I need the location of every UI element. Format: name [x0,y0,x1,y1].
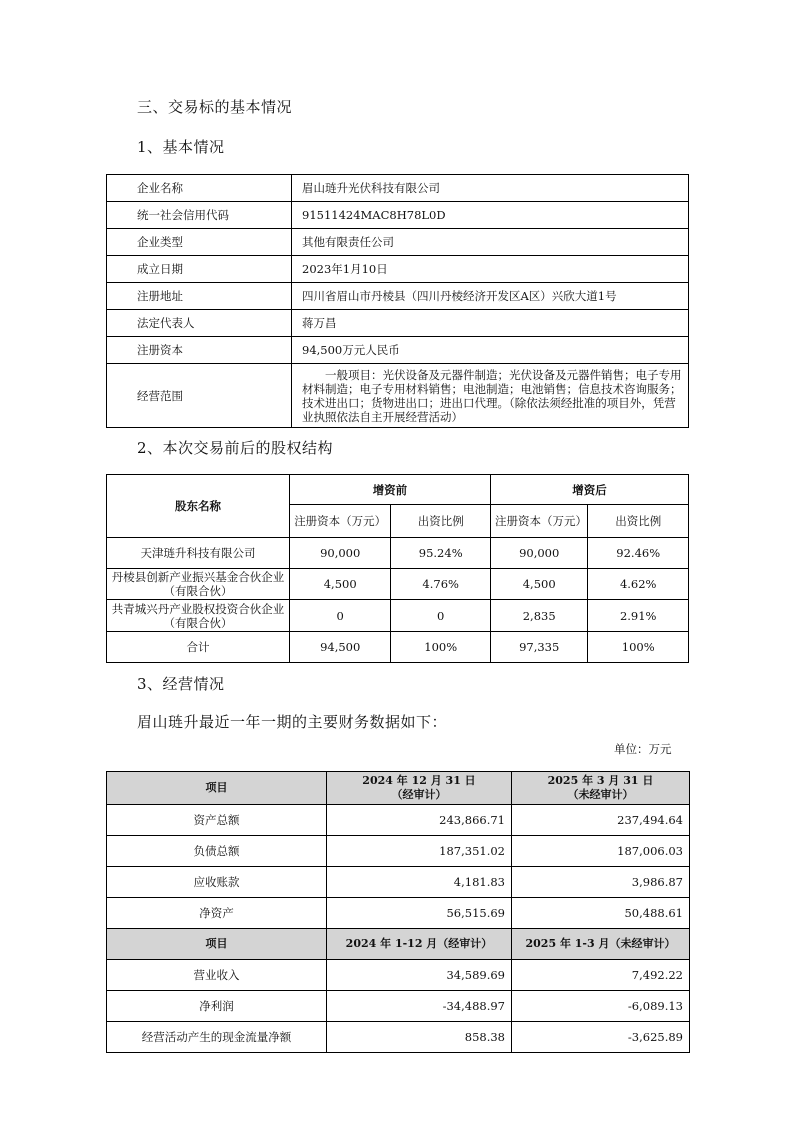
shareholder-name: 天津琏升科技有限公司 [107,538,290,569]
field-label: 注册资本 [107,337,292,364]
item-label: 净利润 [107,991,327,1022]
field-value: 2023年1月10日 [292,256,689,283]
table-row [107,538,689,569]
financial-data-table [106,771,690,1053]
after-ratio: 4.62% [588,569,689,600]
table-row [107,836,690,867]
table-row [107,229,689,256]
field-value: 一般项目：光伏设备及元器件制造；光伏设备及元器件销售；电子专用材料制造；电子专用材料销售；电池制造；电池销售；信息技术咨询服务；技术进出口；货物进出口；进出口代理。（除依法须经批准的项目外，凭营业执照依法自主开展经营活动） [292,364,689,428]
unit-label: 单位：万元 [614,742,672,756]
after-capital: 2,835 [490,600,588,632]
header-capital: 注册资本（万元） [289,505,391,538]
field-label: 注册地址 [107,283,292,310]
table-row [107,898,690,929]
table-row [107,600,689,632]
header-after: 增资后 [490,475,688,505]
value: -6,089.13 [512,991,690,1022]
field-label: 统一社会信用代码 [107,202,292,229]
header-before: 增资前 [289,475,490,505]
header-item: 项目 [107,772,327,805]
value: 4,181.83 [327,867,512,898]
value: 243,866.71 [327,805,512,836]
financial-intro: 眉山琏升最近一年一期的主要财务数据如下： [137,713,448,731]
value: 237,494.64 [512,805,690,836]
table-row [107,175,689,202]
item-label: 营业收入 [107,960,327,991]
shareholder-name: 丹棱县创新产业振兴基金合伙企业（有限合伙） [107,569,290,600]
value: -34,488.97 [327,991,512,1022]
field-value: 其他有限责任公司 [292,229,689,256]
table-total-row [107,632,689,663]
item-label: 资产总额 [107,805,327,836]
value: 3,986.87 [512,867,690,898]
after-capital: 97,335 [490,632,588,663]
before-capital: 90,000 [289,538,391,569]
value: 50,488.61 [512,898,690,929]
header-col-2024-full-year: 2024 年 1-12 月（经审计） [327,929,512,960]
table-header-row [107,929,690,960]
total-label: 合计 [107,632,290,663]
field-label: 企业类型 [107,229,292,256]
after-ratio: 2.91% [588,600,689,632]
after-capital: 4,500 [490,569,588,600]
table-row [107,202,689,229]
table-row [107,805,690,836]
header-audit-status: （经审计） [391,788,447,801]
item-label: 负债总额 [107,836,327,867]
header-date: 2024 年 12 月 31 日 [362,774,476,787]
shareholder-name: 共青城兴丹产业股权投资合伙企业（有限合伙） [107,600,290,632]
header-ratio: 出资比例 [588,505,689,538]
field-label: 成立日期 [107,256,292,283]
equity-structure-table [106,474,689,663]
table-row [107,337,689,364]
table-row [107,991,690,1022]
value: 34,589.69 [327,960,512,991]
before-capital: 94,500 [289,632,391,663]
header-date: 2025 年 3 月 31 日 [547,774,654,787]
after-ratio: 100% [588,632,689,663]
header-col-2024-12-31 [327,772,512,805]
before-capital: 0 [289,600,391,632]
value: 7,492.22 [512,960,690,991]
section-title: 三、交易标的基本情况 [137,98,293,116]
table-row [107,364,689,428]
table-header-row [107,475,689,505]
header-col-2025-q1: 2025 年 1-3 月（未经审计） [512,929,690,960]
before-ratio: 4.76% [391,569,491,600]
field-value: 91511424MAC8H78L0D [292,202,689,229]
field-value: 94,500万元人民币 [292,337,689,364]
field-value: 蒋万昌 [292,310,689,337]
value: 56,515.69 [327,898,512,929]
field-value: 眉山琏升光伏科技有限公司 [292,175,689,202]
table-row [107,1022,690,1053]
value: 858.38 [327,1022,512,1053]
after-capital: 90,000 [490,538,588,569]
basic-info-table [106,174,689,428]
table-row [107,867,690,898]
table-header-row [107,772,690,805]
after-ratio: 92.46% [588,538,689,569]
item-label: 经营活动产生的现金流量净额 [107,1022,327,1053]
table-row [107,283,689,310]
item-label: 净资产 [107,898,327,929]
subsection-equity: 2、本次交易前后的股权结构 [137,439,334,457]
field-label: 企业名称 [107,175,292,202]
field-label: 经营范围 [107,364,292,428]
header-capital: 注册资本（万元） [490,505,588,538]
before-capital: 4,500 [289,569,391,600]
header-audit-status: （未经审计） [567,788,634,801]
before-ratio: 0 [391,600,491,632]
value: -3,625.89 [512,1022,690,1053]
value: 187,351.02 [327,836,512,867]
subsection-basic-info: 1、基本情况 [137,138,225,156]
table-row [107,569,689,600]
table-row [107,256,689,283]
header-item: 项目 [107,929,327,960]
field-label: 法定代表人 [107,310,292,337]
header-ratio: 出资比例 [391,505,491,538]
before-ratio: 95.24% [391,538,491,569]
header-shareholder: 股东名称 [107,475,290,538]
before-ratio: 100% [391,632,491,663]
table-row [107,960,690,991]
table-row [107,310,689,337]
subsection-operations: 3、经营情况 [137,675,225,693]
item-label: 应收账款 [107,867,327,898]
value: 187,006.03 [512,836,690,867]
field-value: 四川省眉山市丹棱县（四川丹棱经济开发区A区）兴欣大道1号 [292,283,689,310]
header-col-2025-03-31 [512,772,690,805]
